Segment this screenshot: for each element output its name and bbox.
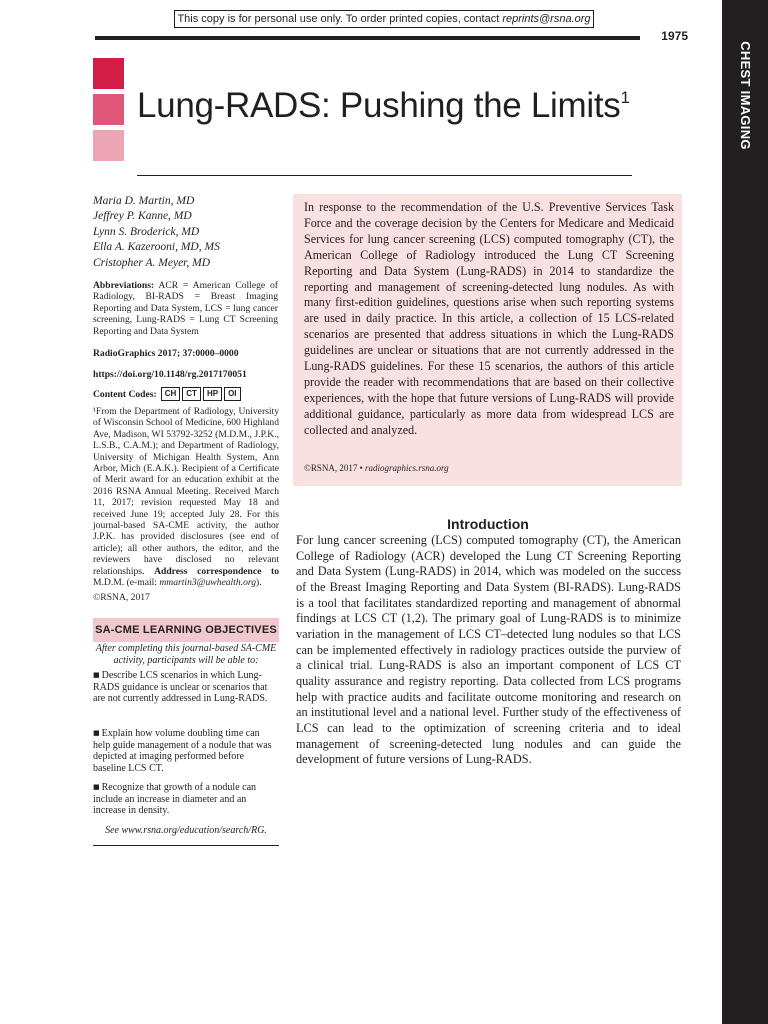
correspondence-label: Address correspondence to xyxy=(154,565,279,577)
objective-text: Describe LCS scenarios in which Lung-RADS guidance is unclear or scenarios that are not currently addressed in Lung-RADS. xyxy=(93,670,268,704)
abstract-text: In response to the recommendation of the U.S. Preventive Services Task Force and the coverage decision by the Centers for Medicare and Medicaid Services for lung cancer screening (LCS) computed tomography (CT), the American College of Radiology introduced the Lung CT Screening Reporting and Data System (Lung-RADS) in 2014 to standardize the reporting and management of screening-detected lung nodules. As with many first-edition guidelines, questions arise when such reporting systems are used in daily practice. In this article, a collection of 15 LCS-related scenarios are presented that address situations in which the Lung-RADS guidelines are unclear or situations that are not currently addressed in the Lung-RADS guidelines. For these 15 scenarios, the authors of this article provide the reader with recommendations that are based on their collective experiences, with the hope that future versions of Lung-RADS will provide additional guidance, particularly as more data from widespread LCS are collected and analyzed. xyxy=(304,200,674,437)
objectives-bottom-rule xyxy=(93,845,279,846)
bullet-icon: ■ xyxy=(93,729,100,737)
header-rule xyxy=(95,36,640,40)
objective-item xyxy=(93,728,279,774)
introduction-heading: Introduction xyxy=(447,516,529,532)
objectives-title: SA-CME LEARNING OBJECTIVES xyxy=(93,618,279,642)
author-name: Ella A. Kazerooni, MD, MS xyxy=(93,241,220,254)
content-code-badge: OI xyxy=(224,387,240,401)
article-title-text: Lung-RADS: Pushing the Limits xyxy=(137,86,621,125)
decorative-square-dark xyxy=(93,58,124,89)
affiliation-footnote xyxy=(93,406,279,589)
content-codes xyxy=(93,387,278,401)
abstract-copyright xyxy=(304,463,674,473)
objectives-see-link[interactable]: See www.rsna.org/education/search/RG. xyxy=(105,825,267,836)
content-code-badge: HP xyxy=(203,387,222,401)
journal-site-link[interactable]: radiographics.rsna.org xyxy=(365,463,449,473)
citation-details: 2017; 37:0000–0000 xyxy=(155,348,239,359)
decorative-square-mid xyxy=(93,94,124,125)
objective-text: Explain how volume doubling time can help guide management of a nodule that was depicted at imaging performed before baseline LCS CT. xyxy=(93,728,272,774)
abstract-copyright-text: ©RSNA, 2017 • xyxy=(304,463,365,473)
author-name: Lynn S. Broderick, MD xyxy=(93,225,200,238)
author-name: Jeffrey P. Kanne, MD xyxy=(93,210,192,223)
objectives-intro: After completing this journal-based SA-CME activity, participants will be able to: xyxy=(95,643,277,666)
copyright-left: ©RSNA, 2017 xyxy=(93,592,150,603)
decorative-square-light xyxy=(93,130,124,161)
reprint-notice xyxy=(174,10,594,28)
content-code-badge: CH xyxy=(161,387,181,401)
objective-text: Recognize that growth of a nodule can include an increase in diameter and an increase in density. xyxy=(93,782,257,816)
abbreviations-text: ACR = American College of Radiology, BI-RADS = Breast Imaging Reporting and Data System, LCS = lung cancer screening, Lung-RADS = Lung CT Screening Reporting and Data System xyxy=(93,280,278,337)
bullet-icon: ■ xyxy=(93,671,100,679)
author-name: Cristopher A. Meyer, MD xyxy=(93,256,211,269)
correspondence-end: ). xyxy=(256,577,262,589)
objective-item xyxy=(93,670,279,705)
correspondence-email[interactable]: mmartin3@uwhealth.org xyxy=(159,577,257,589)
introduction-body: For lung cancer screening (LCS) computed tomography (CT), the American College of Radiology (ACR) developed the Lung CT Screening Reporting and Data System (Lung-RADS) in 2014, which was modeled on the success of the Breast Imaging Reporting and Data System (BI-RADS). Lung-RADS is a tool that facilitates standardized reporting and management of abnormal findings at LCS CT (1,2). The primary goal of Lung-RADS is to minimize variation in the management of LCS CT–detected lung nodules so that LCS can be implemented effectively in radiology practices outside the purview of a clinical trial. Lung-RADS is also an important component of LCS CT quality assurance and registry reporting. Data collected from LCS programs help with practice audits and facilitate outcome monitoring and research on an institutional level and a national level. Further study of the effectiveness of LCS can lead to the optimization of screening criteria and to ideal management of screening-detected lung nodules and can guide the development of future versions of Lung-RADS. xyxy=(296,533,681,767)
page-number: 1975 xyxy=(661,29,688,43)
abbreviations xyxy=(93,280,278,337)
section-label xyxy=(722,0,768,190)
content-codes-label: Content Codes: xyxy=(93,388,157,400)
abbreviations-label: Abbreviations: xyxy=(93,280,155,291)
title-footnote-marker[interactable]: 1 xyxy=(620,88,630,107)
title-rule xyxy=(137,175,632,176)
objective-item xyxy=(93,782,279,817)
correspondence-text: M.D.M. (e-mail: xyxy=(93,577,160,589)
reprint-email-link[interactable]: reprints@rsna.org xyxy=(502,13,591,25)
affiliation-text: ¹From the Department of Radiology, University of Wisconsin School of Medicine, 600 Highland Ave, Madison, WI 53792-3252 (M.D.M., J.P.K., L.S.B., C.A.M.); and Department of Radiology, University of Michigan Health System, Ann Arbor, Mich (E.A.K.). Recipient of a Certificate of Merit award for an education exhibit at the 2016 RSNA Annual Meeting. Received March 11, 2017; revision requested May 18 and received June 19; accepted July 28. For this journal-based SA-CME activity, the author J.P.K. has provided disclosures (see end of article); all other authors, the editor, and the reviewers have disclosed no relevant relationships. xyxy=(93,406,279,577)
reprint-notice-text: This copy is for personal use only. To order printed copies, contact xyxy=(177,13,503,25)
citation xyxy=(93,348,278,359)
author-list xyxy=(93,194,288,271)
citation-journal: RadioGraphics xyxy=(93,348,156,359)
doi-link[interactable]: https://doi.org/10.1148/rg.2017170051 xyxy=(93,369,247,380)
article-title xyxy=(137,86,630,126)
content-code-badge: CT xyxy=(182,387,201,401)
bullet-icon: ■ xyxy=(93,783,100,791)
author-name: Maria D. Martin, MD xyxy=(93,195,195,207)
section-label-text: CHEST IMAGING xyxy=(737,40,753,150)
